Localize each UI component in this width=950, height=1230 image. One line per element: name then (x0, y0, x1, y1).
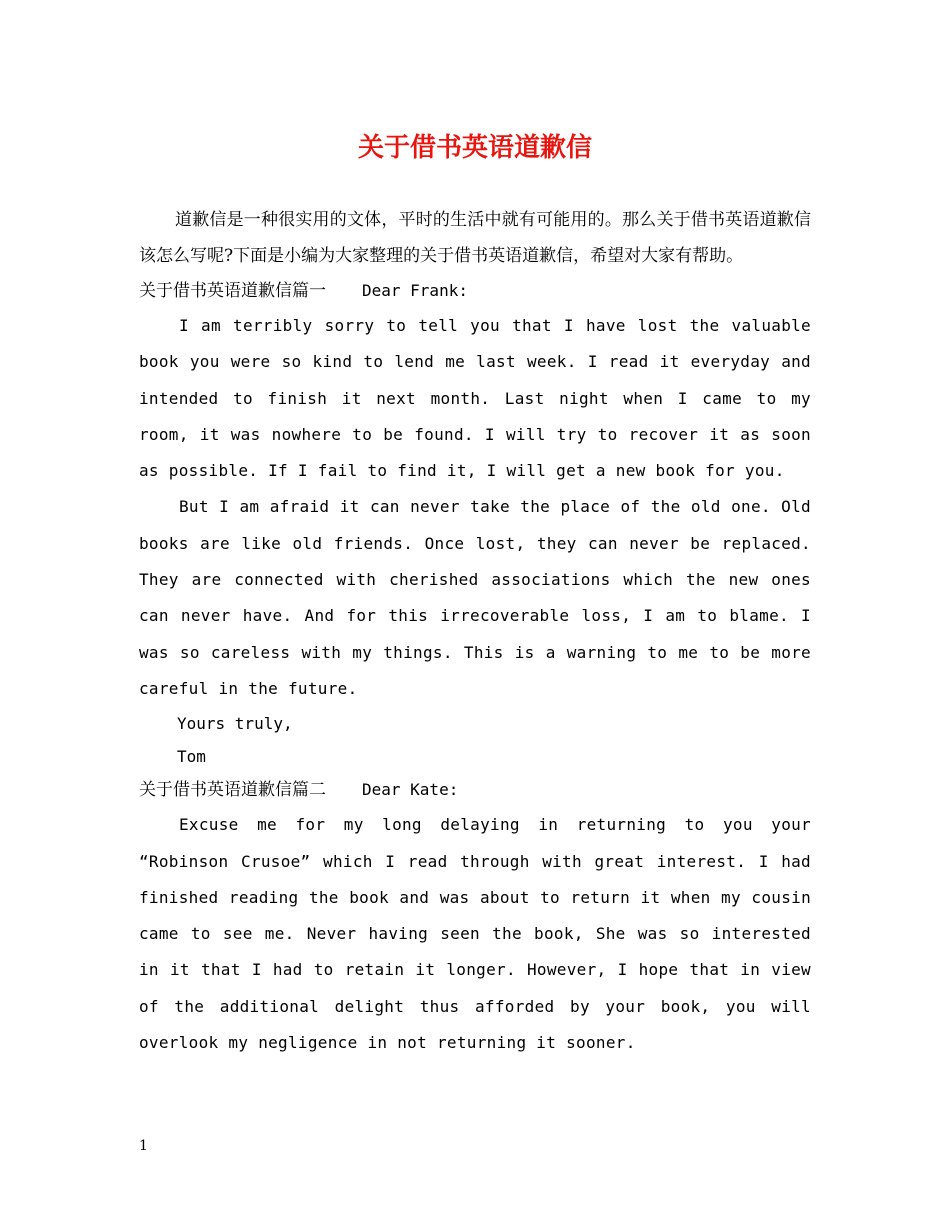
document-title: 关于借书英语道歉信 (357, 133, 592, 163)
letter1-closing: Yours truly, (177, 714, 293, 734)
letter1-heading: 关于借书英语道歉信篇一 (139, 281, 326, 301)
letter1-paragraph1: I am terribly sorry to tell you that I have lost the valuable book you were so kind to lend me last week. I read it everyday and intended to finish it next month. Last night when I came to my room, it was nowhere to be found. I will try to recover it as soon as possible. If I fail to find it, I will get a new book for you. (139, 316, 811, 481)
document-body (139, 202, 811, 1061)
letter2-heading: 关于借书英语道歉信篇二 (139, 780, 326, 801)
letter1-signature: Tom (177, 747, 206, 767)
letter2-paragraph1: Excuse me for my long delaying in returning to you your “Robinson Crusoe” which I read through with great interest. I had finished reading the book and was about to return it when my cousin came to see me. Never having seen the book, She was so interested in it that I had to retain it longer. However, I hope that in view of the additional delight thus afforded by your book, you will overlook my negligence in not returning it sooner. (139, 815, 811, 1053)
letter2-heading-line (139, 773, 811, 807)
letter1-salutation: Dear Frank: (362, 281, 468, 300)
letter1-heading-line (139, 274, 811, 308)
letter2-salutation: Dear Kate: (362, 780, 459, 800)
intro-paragraph: 道歉信是一种很实用的文体，平时的生活中就有可能用的。那么关于借书英语道歉信该怎么写呢?下面是小编为大家整理的关于借书英语道歉信，希望对大家有帮助。 (139, 210, 811, 266)
page-number: 1 (139, 1138, 148, 1154)
letter1-paragraph2: But I am afraid it can never take the place of the old one. Old books are like old friends. Once lost, they can never be replaced. They are connected with cherished associations which the new ones can never have. And for this irrecoverable loss, I am to blame. I was so careless with my things. This is a warning to me to be more careful in the future. (139, 497, 811, 698)
